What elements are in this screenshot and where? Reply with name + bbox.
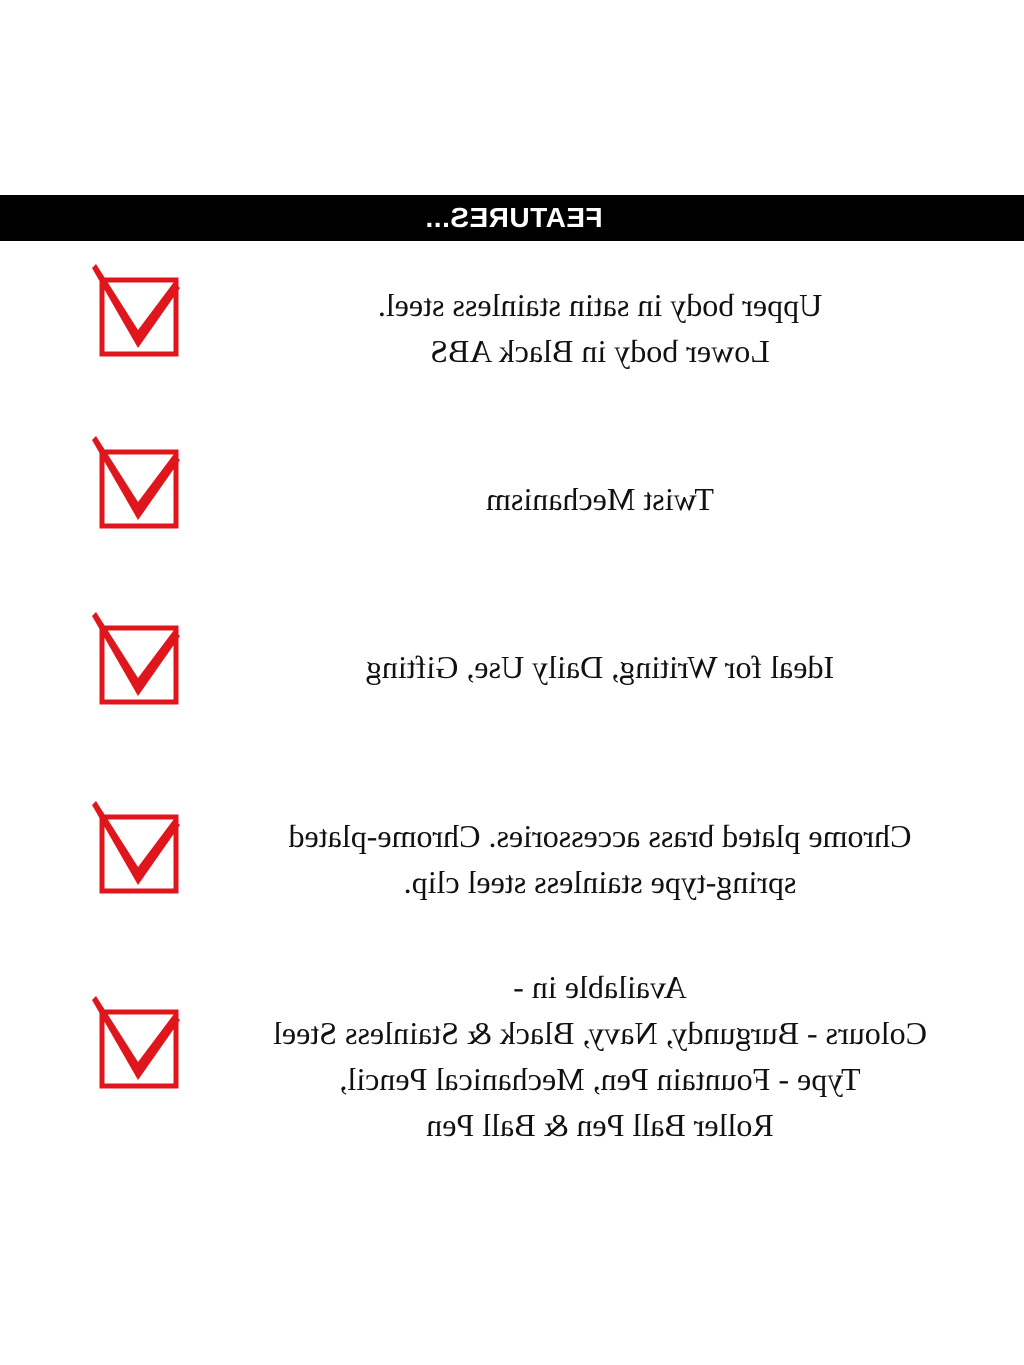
feature-line: Colours - Burgundy, Navy, Black & Stainless Steel	[273, 1015, 927, 1051]
feature-line: spring-type stainless steel clip.	[403, 864, 797, 900]
feature-text	[200, 282, 1000, 374]
features-banner	[0, 195, 1024, 241]
banner-title: FEATURES...	[425, 202, 603, 233]
checkbox-check-icon	[88, 608, 188, 708]
checkbox-check-icon	[88, 260, 188, 360]
feature-text	[200, 644, 1000, 690]
feature-line: Roller Ball Pen & Ball Pen	[426, 1107, 774, 1143]
checkbox-check-icon	[88, 992, 188, 1092]
checkbox-check-icon	[88, 797, 188, 897]
feature-line: Twist Mechanism	[486, 481, 714, 517]
feature-line: Ideal for Writing, Daily Use, Gifting	[365, 649, 835, 685]
feature-text	[200, 476, 1000, 522]
feature-text	[200, 964, 1000, 1148]
feature-line: Lower body in Black ABS	[430, 333, 770, 369]
checkbox-check-icon	[88, 432, 188, 532]
feature-line: Chrome plated brass accessories. Chrome-plated	[288, 818, 912, 854]
feature-line: Upper body in satin stainless steel.	[377, 287, 823, 323]
feature-text	[200, 813, 1000, 905]
feature-line: Available in -	[513, 969, 687, 1005]
feature-line: Type - Fountain Pen, Mechanical Pencil,	[339, 1061, 861, 1097]
